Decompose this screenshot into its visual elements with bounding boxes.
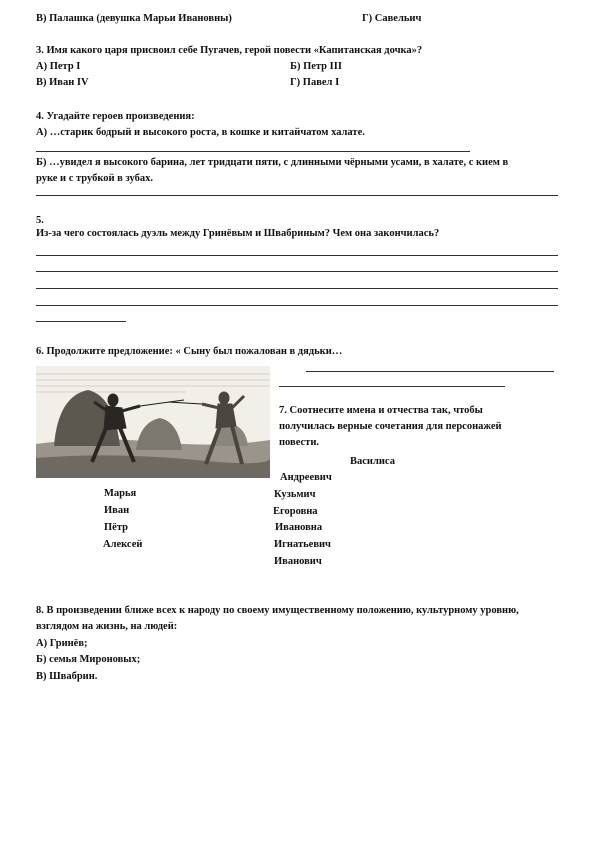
q6-answer-line-2 (279, 386, 505, 387)
q2-option-v: В) Палашка (девушка Марьи Ивановны) (36, 13, 232, 24)
q3-question: 3. Имя какого царя присвоил себе Пугачев, герой повести «Капитанская дочка»? (36, 45, 423, 56)
q4-question: 4. Угадайте героев произведения: (36, 111, 195, 122)
q8-question-line1: 8. В произведении ближе всех к народу по своему имущественному положению, культурному уровню, (36, 605, 519, 616)
q4-option-b-line1: Б) …увидел я высокого барина, лет тридцати пяти, с длинными чёрными усами, в халате, с кием в (36, 157, 509, 168)
patronymic-item: Егоровна (273, 506, 318, 517)
name-item: Пётр (104, 522, 128, 533)
patronymic-item: Андреевич (280, 472, 332, 483)
patronymic-item: Иванович (274, 556, 322, 567)
q8-option-v: В) Швабрин. (36, 671, 98, 682)
q6-question: 6. Продолжите предложение: « Сыну был пожалован в дядьки… (36, 346, 343, 357)
q5-question: Из-за чего состоялась дуэль между Гринёвым и Швабриным? Чем она закончилась? (36, 228, 440, 239)
name-item: Иван (104, 505, 130, 516)
q2-option-g: Г) Савельич (362, 13, 422, 24)
patronymic-item: Ивановна (275, 522, 323, 533)
q5-answer-line-2 (36, 271, 558, 272)
q4-option-b-line2: руке и с трубкой в зубах. (36, 173, 153, 184)
q5-number: 5. (36, 215, 44, 226)
q7-instruction-line3: повести. (279, 437, 319, 448)
name-item: Марья (104, 488, 137, 499)
q7-instruction-line1: 7. Соотнесите имена и отчества так, чтобы (279, 405, 483, 416)
q5-answer-line-5 (36, 321, 126, 322)
patronymic-item: Василиса (350, 456, 395, 467)
q3-option-g: Г) Павел I (290, 77, 340, 88)
patronymic-item: Кузьмич (274, 489, 316, 500)
q4-option-a: А) …старик бодрый и высокого роста, в кошке и китайчатом халате. (36, 127, 365, 138)
q3-option-a: А) Петр I (36, 61, 81, 72)
q5-answer-line-3 (36, 288, 558, 289)
patronymic-item: Игнатьевич (274, 539, 331, 550)
q8-option-b: Б) семья Мироновых; (36, 654, 141, 665)
q3-option-v: В) Иван IV (36, 77, 89, 88)
q8-question-line2: взглядом на жизнь, на людей: (36, 621, 178, 632)
q4-answer-line-b (36, 195, 558, 196)
q5-answer-line-1 (36, 255, 558, 256)
q8-option-a: А) Гринёв; (36, 638, 88, 649)
q6-answer-line-1 (306, 371, 554, 372)
name-item: Алексей (103, 539, 143, 550)
q7-instruction-line2: получилась верные сочетания для персонажей (279, 421, 502, 432)
q5-answer-line-4 (36, 305, 558, 306)
duel-illustration (36, 366, 270, 478)
q4-answer-line-a (36, 151, 470, 152)
q3-option-b: Б) Петр III (290, 61, 342, 72)
